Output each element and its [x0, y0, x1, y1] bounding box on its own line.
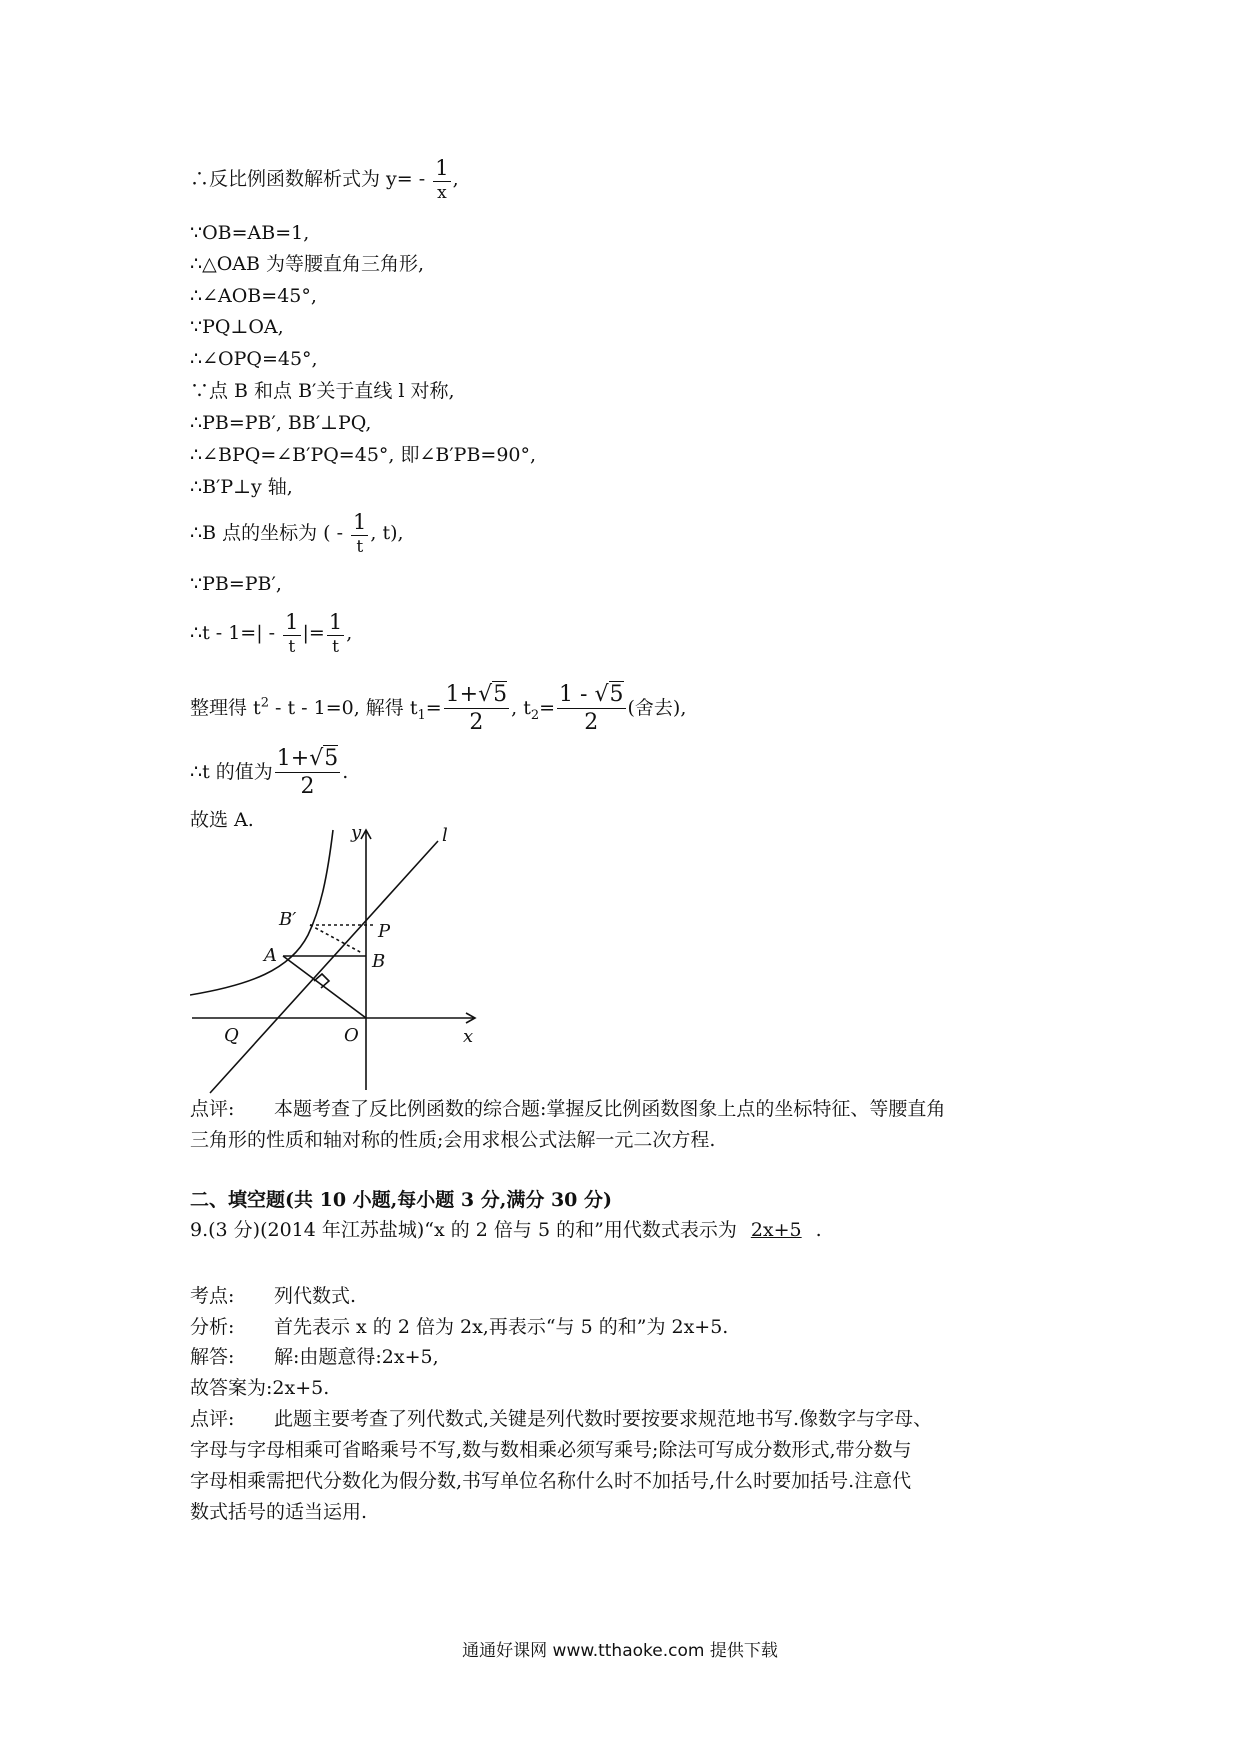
solution-line-13: [190, 612, 352, 656]
text: (舍去),: [627, 697, 687, 719]
section-heading: 二、填空题(共 10 小题,每小题 3 分,满分 30 分): [190, 1189, 612, 1211]
text: , t: [511, 697, 531, 719]
solution-line-14: [190, 684, 686, 734]
label-O: O: [344, 1025, 359, 1046]
subscript: 1: [417, 707, 426, 723]
fraction-denominator: 2: [469, 710, 484, 735]
solution-line-1: [190, 158, 459, 202]
fraction-denominator: 2: [584, 710, 599, 735]
jieda-text: 解:由题意得:2x+5,: [274, 1346, 439, 1368]
solution-line-15: [190, 748, 348, 798]
text: ∴反比例函数解析式为 y= -: [190, 168, 432, 190]
fraction-1-over-x: [433, 158, 450, 202]
label-x: x: [463, 1026, 474, 1047]
fraction-root-1: [444, 684, 509, 734]
dianping-line-4: 数式括号的适当运用.: [190, 1501, 368, 1523]
solution-line-16: 故选 A.: [190, 809, 254, 831]
fraction-numerator: 1: [285, 610, 299, 634]
footer-watermark: 通通好课网 www.tthaoke.com 提供下载: [462, 1641, 778, 1661]
segment-B-prime-B: [310, 925, 362, 953]
superscript: 2: [260, 695, 269, 711]
fraction-denominator: t: [356, 537, 364, 557]
text: ∴B 点的坐标为 ( -: [190, 522, 350, 544]
review-line-2: 三角形的性质和轴对称的性质;会用求根公式法解一元二次方程.: [190, 1129, 716, 1151]
label-B-prime: B′: [279, 909, 297, 930]
question-9: [190, 1218, 822, 1242]
label-l: l: [442, 825, 448, 846]
radicand: 5: [609, 682, 624, 707]
geometry-diagram: [190, 825, 480, 1095]
solution-line-9: ∴∠BPQ=∠B′PQ=45°, 即∠B′PB=90°,: [190, 444, 537, 466]
dianping-text: 此题主要考查了列代数式,关键是列代数时要按要求规范地书写.像数字与字母、: [274, 1408, 933, 1430]
text: ∴t - 1=| -: [190, 622, 282, 644]
text: 整理得 t: [190, 697, 261, 719]
text: - t - 1=0, 解得 t: [268, 697, 418, 719]
solution-line-8: ∴PB=PB′, BB′⊥PQ,: [190, 412, 372, 434]
label-P: P: [378, 921, 391, 942]
label-A: A: [264, 945, 277, 966]
solution-line-6: ∴∠OPQ=45°,: [190, 348, 318, 370]
text: 1 -: [559, 682, 595, 707]
answer-blank: 2x+5: [750, 1219, 802, 1241]
kaodian-label: 考点:: [190, 1285, 235, 1307]
kaodian-line: [190, 1284, 356, 1308]
fraction-numerator: 1 - √5: [559, 682, 624, 707]
text: |=: [302, 622, 325, 644]
dianping-label: 点评:: [190, 1408, 235, 1430]
radicand: 5: [493, 682, 508, 707]
subscript: 2: [530, 707, 540, 723]
fraction-denominator: 2: [300, 774, 315, 799]
fraction-root-2: [557, 684, 625, 734]
dianping-line-3: 字母相乘需把代分数化为假分数,书写单位名称什么时不加括号,什么时要加括号.注意代: [190, 1470, 912, 1492]
fraction-numerator: 1+√5: [276, 746, 339, 771]
text: =: [425, 697, 442, 719]
text: ,: [452, 168, 459, 190]
review-line-1: [190, 1097, 945, 1121]
solution-line-12: ∵PB=PB′,: [190, 573, 282, 595]
solution-line-4: ∴∠AOB=45°,: [190, 285, 317, 307]
text: ,: [346, 622, 353, 644]
text: , t),: [370, 522, 404, 544]
solution-line-3: ∴△OAB 为等腰直角三角形,: [190, 253, 425, 275]
text: ∴t 的值为: [190, 761, 273, 783]
fraction-1-over-t: [327, 612, 344, 656]
fenxi-label: 分析:: [190, 1316, 235, 1338]
fraction-denominator: x: [437, 183, 447, 203]
fraction-root-3: [275, 748, 340, 798]
solution-line-10: ∴B′P⊥y 轴,: [190, 476, 293, 498]
fenxi-text: 首先表示 x 的 2 倍为 2x,再表示“与 5 的和”为 2x+5.: [274, 1316, 729, 1338]
kaodian-text: 列代数式.: [274, 1285, 357, 1307]
jieda-line: [190, 1345, 439, 1369]
text: .: [815, 1219, 822, 1241]
solution-line-5: ∵PQ⊥OA,: [190, 316, 284, 338]
solution-line-2: ∵OB=AB=1,: [190, 222, 310, 244]
fraction-numerator: 1: [353, 510, 367, 534]
fraction-denominator: t: [288, 637, 296, 657]
question-stem: 9.(3 分)(2014 年江苏盐城)“x 的 2 倍与 5 的和”用代数式表示为: [190, 1219, 737, 1241]
solution-line-7: ∵点 B 和点 B′关于直线 l 对称,: [190, 380, 455, 402]
solution-line-11: [190, 512, 404, 556]
hyperbola-curve: [190, 830, 333, 995]
fraction-1-over-t: [283, 612, 300, 656]
text: 1+: [445, 682, 479, 707]
dianping-line-2: 字母与字母相乘可省略乘号不写,数与数相乘必须写乘号;除法可写成分数形式,带分数与: [190, 1439, 912, 1461]
label-B: B: [372, 951, 386, 972]
jieda-label: 解答:: [190, 1346, 235, 1368]
fenxi-line: [190, 1315, 728, 1339]
fraction-denominator: t: [332, 637, 339, 657]
review-text: 本题考查了反比例函数的综合题:掌握反比例函数图象上点的坐标特征、等腰直角: [274, 1098, 946, 1120]
dianping-line-1: [190, 1407, 932, 1431]
text: 1+: [276, 746, 310, 771]
answer-line: 故答案为:2x+5.: [190, 1377, 330, 1399]
fraction-numerator: 1: [435, 156, 449, 180]
fraction-1-over-t: [351, 512, 368, 556]
text: =: [539, 697, 556, 719]
radicand: 5: [324, 746, 339, 771]
line-l: [210, 841, 438, 1093]
review-label: 点评:: [190, 1098, 235, 1120]
text: .: [342, 761, 349, 783]
label-y: y: [351, 825, 362, 843]
fraction-numerator: 1+√5: [445, 682, 508, 707]
fraction-numerator: 1: [328, 610, 343, 634]
label-Q: Q: [224, 1025, 239, 1046]
